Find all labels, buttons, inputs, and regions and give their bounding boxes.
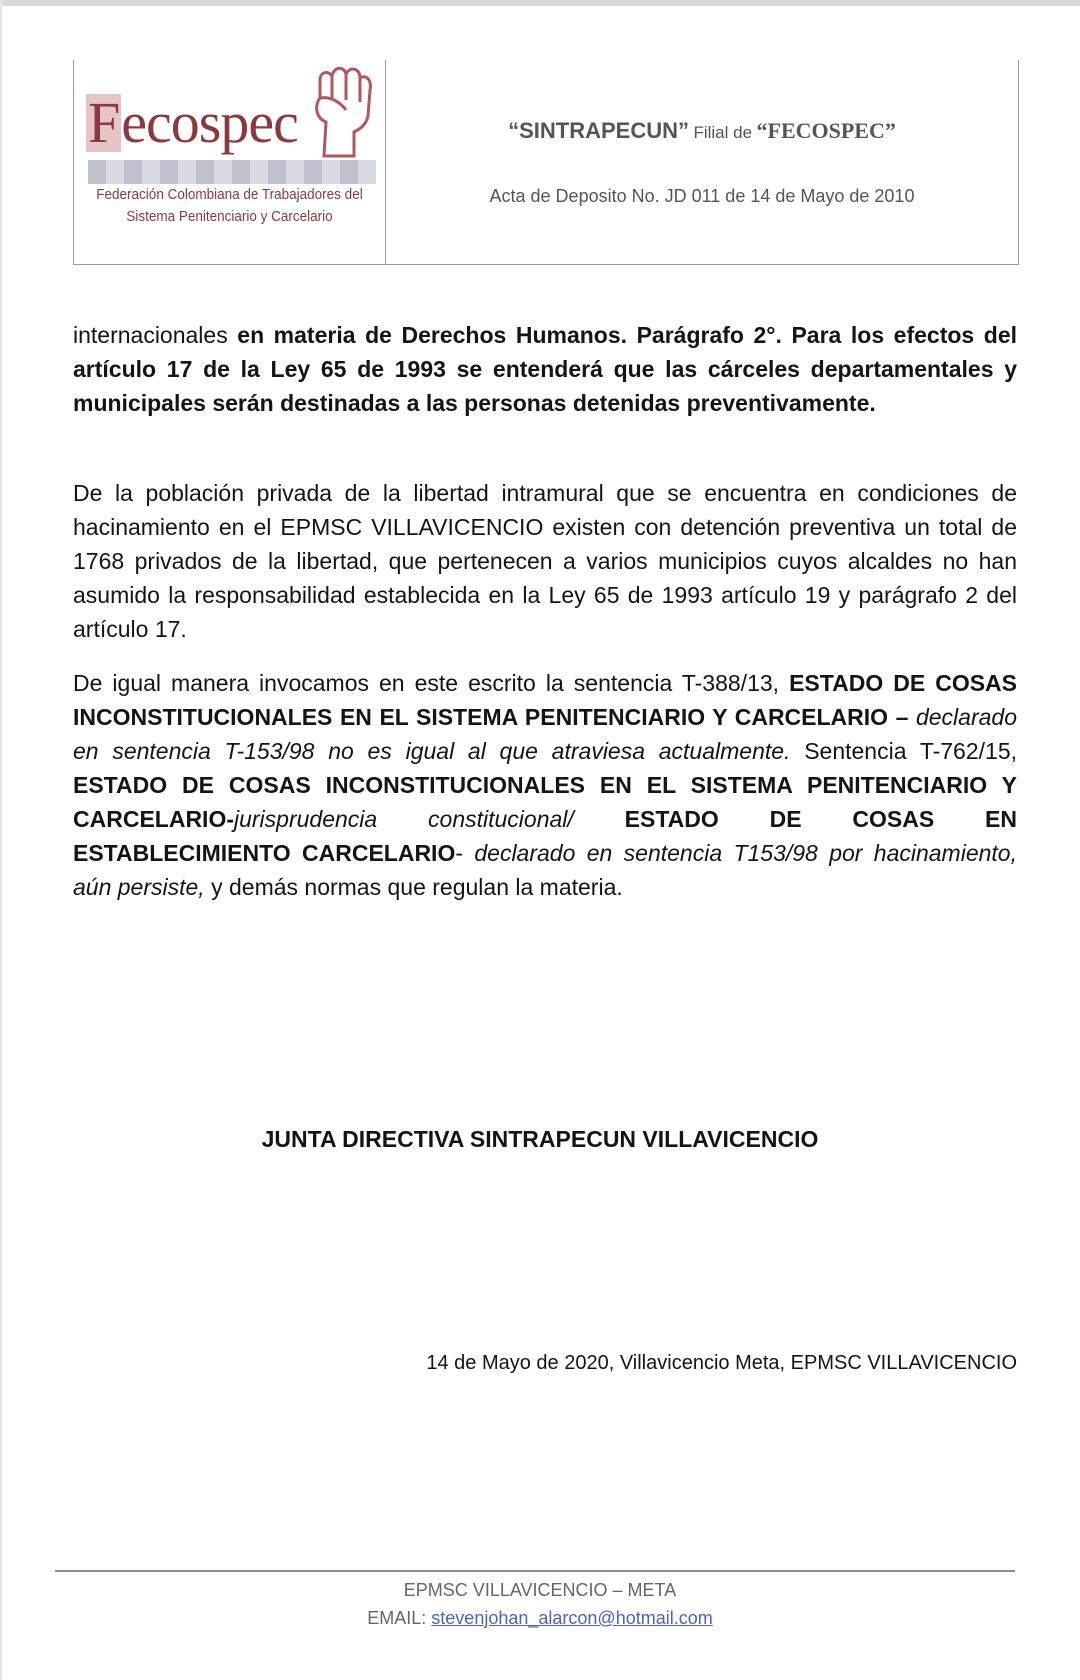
union-name: “SINTRAPECUN” <box>508 118 690 143</box>
logo-pattern-band <box>88 160 376 184</box>
logo-wordmark <box>86 90 298 155</box>
p3-text-1: De igual manera invocamos en este escrito la sentencia T-388/13, <box>73 670 790 696</box>
deposit-record: Acta de Deposito No. JD 011 de 14 de Mayo de 2010 <box>489 186 915 206</box>
p1-text-a: internacionales <box>73 322 238 348</box>
filial-text: Filial de <box>693 123 753 142</box>
paragraph-3 <box>73 666 1017 904</box>
left-edge-rule <box>0 0 2 1680</box>
logo-caption <box>90 184 370 228</box>
p3-text-10: y demás normas que regulan la materia. <box>204 874 623 900</box>
p3-text-7: ESTADO DE COSAS EN ESTABLECIMIENTO CARCELARIO <box>73 806 1018 866</box>
federation-name: “FECOSPEC” <box>756 118 896 143</box>
header-union-info <box>386 60 1018 264</box>
logo-initial: F <box>88 90 120 155</box>
footer-email-line <box>0 1608 1080 1629</box>
p3-text-4: Sentencia T-762/15, <box>790 738 1018 764</box>
raised-fist-icon <box>306 60 376 160</box>
top-edge-rule <box>0 0 1080 6</box>
p3-text-5: ESTADO DE COSAS INCONSTITUCIONALES EN EL SISTEMA PENITENCIARIO Y CARCELARIO- <box>73 772 1017 832</box>
p3-text-8: - <box>455 840 475 866</box>
logo-word-rest: ecospec <box>121 90 298 155</box>
p3-text-3: declarado en sentencia T-153/98 no es igual al que atraviesa actualmente. <box>73 704 1017 764</box>
logo-caption-line1: Federación Colombiana de Trabajadores del <box>96 186 363 203</box>
footer-email-label: EMAIL: <box>367 1608 432 1628</box>
p3-text-6: jurisprudencia constitucional/ <box>234 806 574 832</box>
logo-caption-line2: Sistema Penitenciario y Carcelario <box>126 208 333 225</box>
letterhead <box>73 60 1019 265</box>
paragraph-2: De la población privada de la libertad intramural que se encuentra en condiciones de hacinamiento en el EPMSC VILLAVICENCIO existen con detención preventiva un total de 1768 privados de la libertad, que pertenecen a varios municipios cuyos alcaldes no han asumido la responsabilidad establecida en la Ley 65 de 1993 artículo 19 y parágrafo 2 del artículo 17. <box>73 480 1017 642</box>
p3-text-2: ESTADO DE COSAS INCONSTITUCIONALES EN EL SISTEMA PENITENCIARIO Y CARCELARIO – <box>73 670 1017 730</box>
paragraph-1 <box>73 318 1017 420</box>
footer-location: EPMSC VILLAVICENCIO – META <box>403 1580 677 1600</box>
footer-rule <box>55 1570 1015 1572</box>
place-and-date: 14 de Mayo de 2020, Villavicencio Meta, EPMSC VILLAVICENCIO <box>426 1352 1017 1374</box>
union-affiliation <box>386 118 1018 144</box>
footer-email-link[interactable]: stevenjohan_alarcon@hotmail.com <box>431 1608 713 1628</box>
signature-line: JUNTA DIRECTIVA SINTRAPECUN VILLAVICENCIO <box>261 1126 819 1152</box>
p1-text-b: en materia de Derechos Humanos. Parágrafo 2°. Para los efectos del artículo 17 de la Ley 65 de 1993 se entenderá que las cárceles departamentales y municipales serán destinadas a las personas detenidas preventivamente. <box>73 322 1017 416</box>
p3-text-9: declarado en sentencia T153/98 por hacinamiento, aún persiste, <box>73 840 1017 900</box>
fecospec-logo <box>74 60 385 264</box>
